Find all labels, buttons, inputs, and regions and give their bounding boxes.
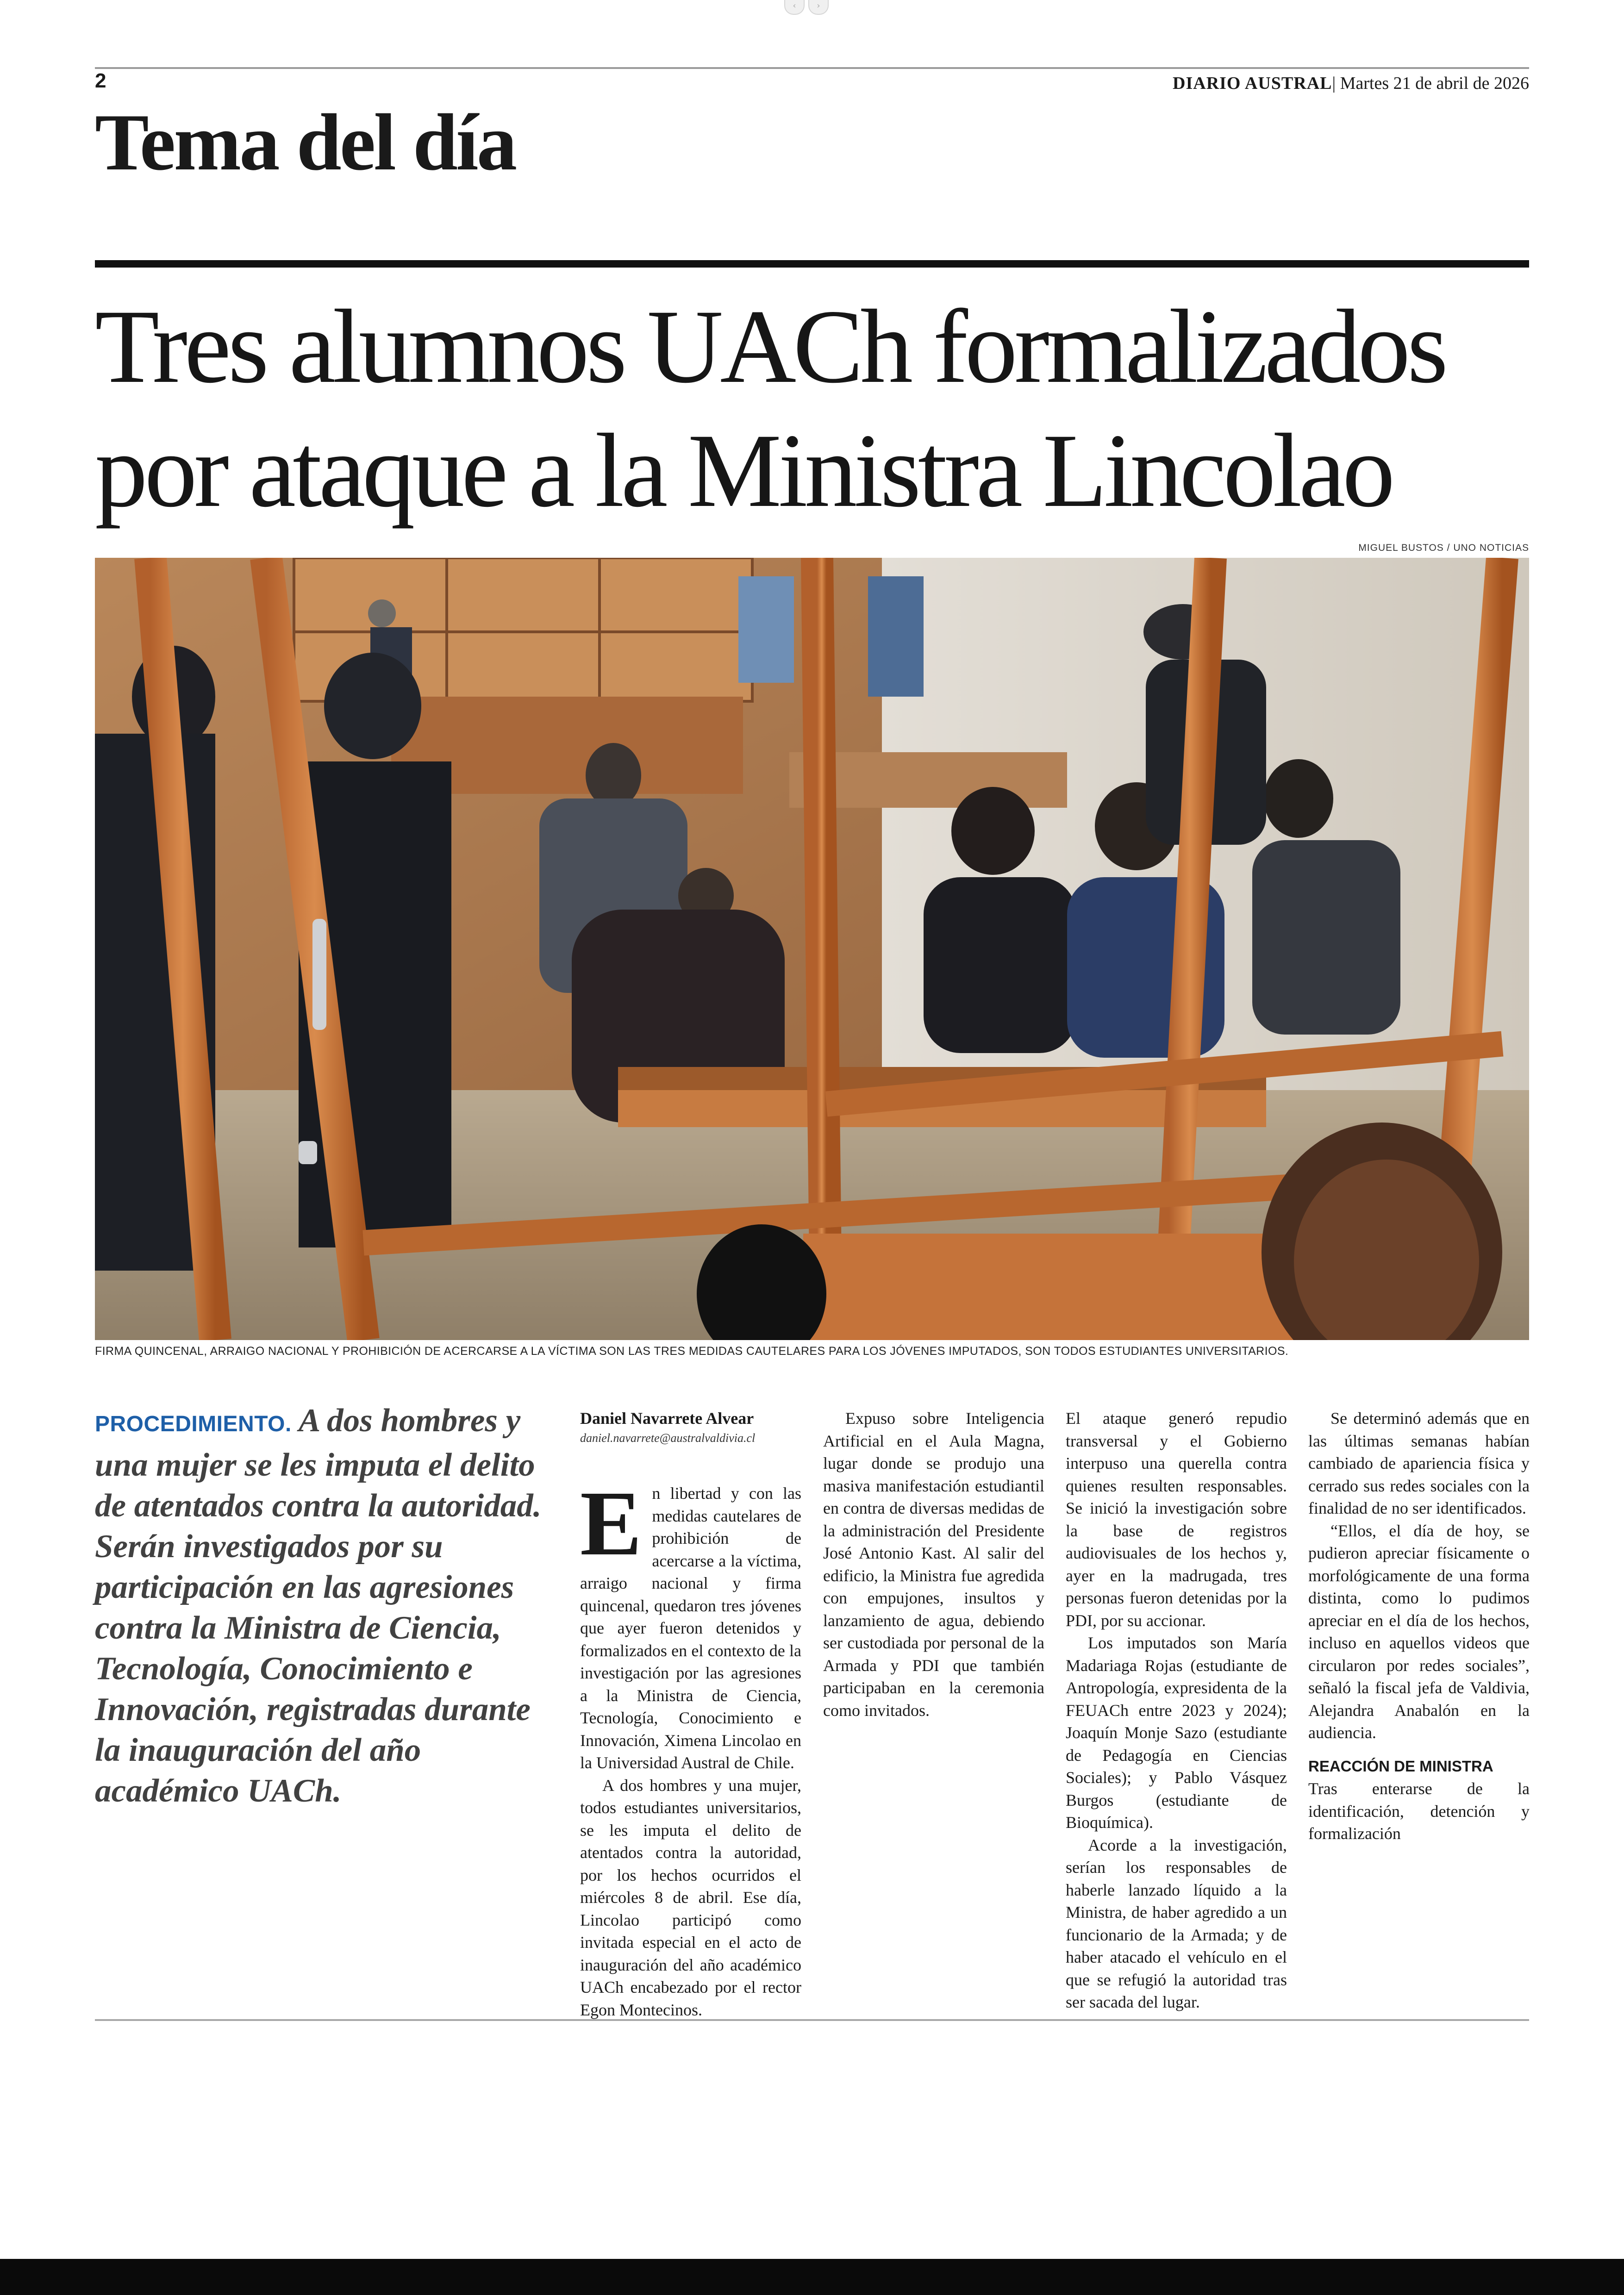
paragraph-4: El ataque generó repudio transversal y el Gobierno interpuso una querella contra quienes resulten responsables. Se inició la investigación sobre la base de registros audiovisuales de los hechos y, ayer en la madrugada, tres personas fueron detenidas por la PDI, por su accionar. bbox=[1066, 1409, 1287, 1630]
section-title: Tema del día bbox=[95, 97, 516, 187]
lead-kicker: PROCEDIMIENTO. bbox=[95, 1412, 292, 1436]
publication-date: Martes 21 de abril de 2026 bbox=[1340, 74, 1529, 93]
page-number: 2 bbox=[95, 69, 106, 92]
folio-separator: | bbox=[1332, 74, 1336, 93]
photo-credit: MIGUEL BUSTOS / UNO NOTICIAS bbox=[1358, 543, 1529, 553]
body-column-1 bbox=[580, 1407, 801, 2021]
previous-page-icon[interactable]: ‹ bbox=[784, 0, 805, 15]
byline-name: Daniel Navarrete Alvear bbox=[580, 1409, 754, 1428]
body-column-2 bbox=[823, 1407, 1044, 1721]
byline-email: daniel.navarrete@australvaldivia.cl bbox=[580, 1431, 756, 1445]
headline-line-1: Tres alumnos UACh formalizados bbox=[95, 288, 1445, 405]
courtroom-photo bbox=[95, 558, 1529, 1340]
paragraph-2: A dos hombres y una mujer, todos estudiantes universitarios, se les imputa el delito de atentados contra la autoridad, por los hechos ocurridos el miércoles 8 de abril. Ese día, Lincolao participó como invitada especial en el acto de inauguración del año académico UACh encabezado por el rector Egon Montecinos. bbox=[580, 1776, 801, 2019]
header-rule bbox=[95, 67, 1529, 69]
courtroom-photo-illustration bbox=[95, 558, 1529, 1340]
viewer-controls bbox=[778, 0, 833, 14]
body-column-3 bbox=[1066, 1407, 1287, 2014]
viewer-bottom-bar bbox=[0, 2259, 1624, 2295]
headline-line-2: por ataque a la Ministra Lincolao bbox=[95, 412, 1392, 529]
folio bbox=[1173, 73, 1529, 94]
dropcap: E bbox=[580, 1472, 642, 1575]
next-page-icon[interactable]: › bbox=[808, 0, 829, 15]
paragraph-7: Se determinó además que en las últimas semanas habían cambiado de apariencia física y cerrado sus redes sociales con la finalidad de no ser identificados. bbox=[1308, 1409, 1530, 1517]
paragraph-9: Tras enterarse de la identificación, detención y formalización bbox=[1308, 1779, 1530, 1843]
section-rule bbox=[95, 260, 1529, 268]
body-column-4 bbox=[1308, 1407, 1530, 1845]
paragraph-8: “Ellos, el día de hoy, se pudieron apreciar físicamente o morfológicamente de una forma distinta, como lo pudimos apreciar en el día de los hechos, incluso en aquellos videos que circularon por redes sociales”, señaló la fiscal jefa de Valdivia, Alejandra Anabalón en la audiencia. bbox=[1308, 1521, 1530, 1742]
lead-paragraph bbox=[95, 1400, 549, 1811]
subhead-reaction: REACCIÓN DE MINISTRA bbox=[1308, 1757, 1493, 1775]
paragraph-6: Acorde a la investigación, serían los responsables de haberle lanzado líquido a la Ministra, de haber agredido a un funcionario de la Armada; y de haber atacado el vehículo en el que se refugió la autoridad tras ser sacada del lugar. bbox=[1066, 1835, 1287, 2011]
headline bbox=[95, 285, 1529, 533]
lead-text: A dos hombres y una mujer se les imputa el delito de atentados contra la autoridad. Serán investigados por su participación en las agresiones contra la Ministra de Ciencia, Tecnología, Conocimiento e Innovación, registradas durante la inauguración del año académico UACh. bbox=[95, 1403, 542, 1809]
photo-caption: FIRMA QUINCENAL, ARRAIGO NACIONAL Y PROHIBICIÓN DE ACERCARSE A LA VÍCTIMA SON LAS TRES MEDIDAS CAUTELARES PARA LOS JÓVENES IMPUTADOS, SON TODOS ESTUDIANTES UNIVERSITARIOS. bbox=[95, 1345, 1289, 1358]
paragraph-3: Expuso sobre Inteligencia Artificial en el Aula Magna, lugar donde se produjo una masiva manifestación estudiantil en contra de diversas medidas de la administración del Presidente José Antonio Kast. Al salir del edificio, la Ministra fue agredida con empujones, insultos y lanzamiento de agua, debiendo ser custodiada por personal de la Armada y PDI que también participaban en la ceremonia como invitados. bbox=[823, 1409, 1044, 1720]
footer-rule bbox=[95, 2019, 1529, 2021]
publication-name: DIARIO AUSTRAL bbox=[1173, 74, 1332, 93]
paragraph-5: Los imputados son María Madariaga Rojas (estudiante de Antropología, expresidenta de la FEUACh entre 2023 y 2024); Joaquín Monje Sazo (estudiante de Pedagogía en Ciencias Sociales); y Pablo Vásquez Burgos (estudiante de Bioquímica). bbox=[1066, 1634, 1287, 1832]
paragraph-1: En libertad y con las medidas cautelares de prohibición de acercarse a la víctima, arraigo nacional y firma quincenal, quedaron tres jóvenes que ayer fueron detenidos y formalizados en el contexto de la investigación por las agresiones a la Ministra de Ciencia, Tecnología, Conocimiento e Innovación, Ximena Lincolao en la Universidad Austral de Chile. bbox=[580, 1472, 801, 1772]
